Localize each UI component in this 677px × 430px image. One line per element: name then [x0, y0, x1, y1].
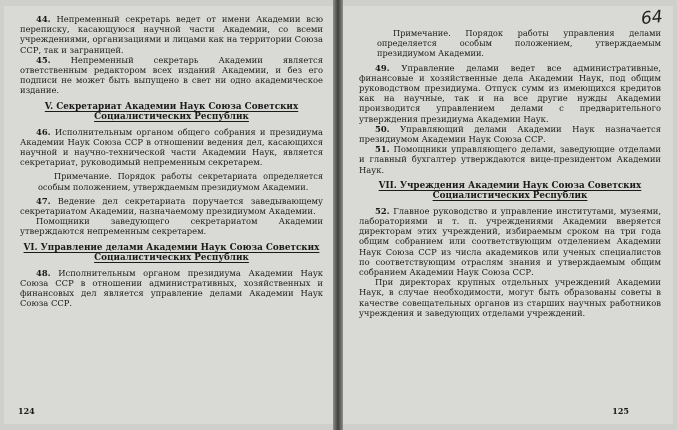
article-49: 49. Управление делами ведет все административные, финансовые и хозяйственные дела Академии Наук, под общим руководством президиума. Отпуск сумм из имеющихся кредитов как на научные, так и на все другие нужды Академии производится управлением делами с предварительного утверждения президиума Академии Наук. [359, 62, 661, 124]
book-gutter [333, 0, 343, 430]
article-51: 51. Помощники управляющего делами, заведующие отделами и главный бухгалтер утверждаются вице-президентом Академии Наук. [359, 144, 662, 175]
article-50: 50. Управляющий делами Академии Наук назначается президиумом Академии Наук Союза ССР. [359, 123, 661, 145]
article-52-paragraph: При директорах крупных отдельных учреждений Академии Наук, в случае необходимости, могут быть образованы советы в качестве совещательных органов из старших научных работников учреждения и заведующих отделами учреждений. [359, 277, 661, 318]
article-47: 47. Ведение дел секретариата поручается заведывающему секретариатом Академии, назначаемому президиумом Академии. [20, 195, 323, 217]
page-number-right: 125 [612, 406, 629, 416]
section-5-heading: V. Секретариат Академии Наук Союза Советских Социалистических Республик [44, 101, 299, 122]
note-administration: Примечание. Порядок работы управления делами определяется особым положением, утверждаемым президиумом Академии. [377, 28, 661, 59]
article-46: 46. Исполнительным органом общего собрания и президиума Академии Наук Союза ССР в отношении ведения дел, касающихся научной и научно-технической части Академии Наук, является секретариат, руководимый непременным секретарем. [20, 126, 323, 168]
note-secretariat: Примечание. Порядок работы секретариата определяется особым положением, утверждаемым президиумом Академии. [38, 171, 323, 192]
section-6-heading: VI. Управление делами Академии Наук Союза Советских Социалистических Республик [23, 242, 320, 263]
article-44: 44. Непременный секретарь ведет от имени Академии всю переписку, касающуюся научной части Академии, со всеми учреждениями, организациями и лицами как на территории Союза ССР, так и заграницей. [20, 14, 323, 55]
section-7-heading: VII. Учреждения Академии Наук Союза Советских Социалистических Республик [378, 180, 642, 201]
page-number-left: 124 [18, 406, 35, 416]
article-45: 45. Непременный секретарь Академии является ответственным редактором всех изданий Академии, и без его подписи не может быть выпущено в свет ни одно академическое издание. [20, 54, 323, 96]
article-47-paragraph: Помощники заведующего секретариатом Академии утверждаются непременным секретарем. [20, 216, 323, 237]
article-52: 52. Главное руководство и управление институтами, музеями, лабораториями и т. п. учреждениями Академии вверяется директорам этих учреждений, избираемым сроком на три года общим собранием или соответствующим отделением Академии Наук Союза ССР из числа академиков или ученых специалистов по соответствующим отраслям знания и утверждаемым общим собранием Академии Наук Союза ССР. [359, 205, 661, 278]
right-page [343, 6, 673, 424]
article-48: 48. Исполнительным органом президиума Академии Наук Союза ССР в отношении административных, хозяйственных и финансовых дел является управление делами Академии Наук Союза ССР. [20, 267, 323, 309]
handwritten-page-mark: 64 [640, 6, 664, 30]
left-page [4, 6, 333, 424]
